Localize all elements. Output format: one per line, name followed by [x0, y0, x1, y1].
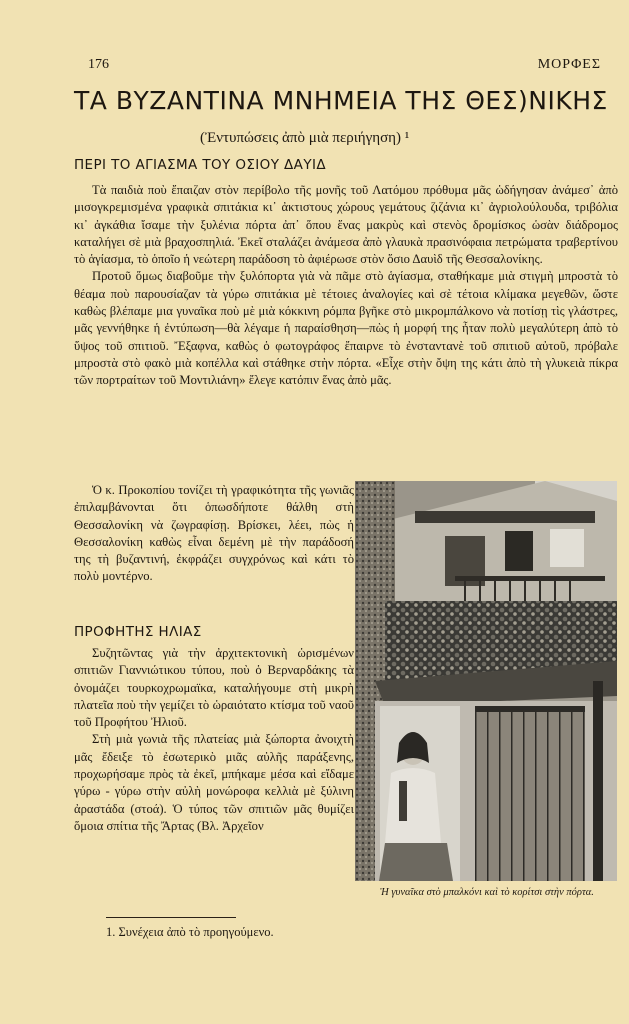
section-heading-agiasma: ΠΕΡΙ ΤΟ ΑΓΙΑΣΜΑ ΤΟΥ ΟΣΙΟΥ ΔΑΥΙΔ: [74, 157, 326, 173]
photo-caption: Ἡ γυναῖκα στὸ μπαλκόνι καὶ τὸ κορίτσι στὴν πόρτα.: [380, 887, 594, 898]
page-number: 176: [88, 57, 109, 72]
intro-text-block: [74, 182, 618, 390]
column-text-block: [74, 482, 354, 586]
paragraph: Στὴ μιὰ γωνιὰ τῆς πλατείας μιὰ ξώπορτα ἀνοιχτὴ μᾶς ἔδειξε τὸ ἐσωτερικὸ μιᾶς αὐλῆς παράξενης, προχωρήσαμε πρὸς τὰ ἐκεῖ, μπήκαμε μέσα καὶ εἴδαμε γύρω - γύρω στὴν αὐλὴ μονώροφα κελλιὰ μὲ ξύλινη ἀραστάδα (στοά). Ὁ τύπος τῶν σπιτιῶν μᾶς θυμίζει ὅμοια σπίτια τῆς Ἄρτας (Βλ. Ἀρχεῖον: [74, 732, 354, 833]
paragraph: Ὁ κ. Προκοπίου τονίζει τὴ γραφικότητα τῆς γωνιᾶς ἐπιλαμβάνονται ὅτι ὁπωσδήποτε θάλθη στὴ Θεσσαλονίκη νὰ ζωγραφίσῃ. Βρίσκει, λέει, πὼς ἡ Θεσσαλονίκη καθὼς εἶναι δεμένη μὲ τὴν παράδοσή της τὴ βυζαντινή, ἐκφράζει συγχρόνως καὶ κάτι τὸ πολὺ μοντέρνο.: [74, 483, 354, 584]
article-title: ΤΑ ΒΥΖΑΝΤΙΝΑ ΜΝΗΜΕΙΑ ΤΗΣ ΘΕΣ)ΝΙΚΗΣ: [74, 86, 608, 115]
footnote-divider: [106, 917, 236, 918]
article-subtitle: (Ἐντυπώσεις ἀπὸ μιὰ περιήγηση) ¹: [200, 130, 410, 146]
photograph-house-and-girl: [355, 481, 617, 881]
section-heading-profitis-ilias: ΠΡΟΦΗΤΗΣ ΗΛΙΑΣ: [74, 624, 202, 640]
paragraph: Συζητῶντας γιὰ τὴν ἀρχιτεκτονικὴ ὡρισμένων σπιτιῶν Γιαννιώτικου τύπου, ποὺ ὁ Βερναρδάκης τὰ ὀνομάζει τουρκοχρωμαϊκα, καταλήγουμε στὴ μικρὴ πλατεῖα ποὺ τὴν γεμίζει τὸ ὡραιότατο κτίσμα τοῦ ναοῦ τοῦ Προφήτου Ἠλιοῦ.: [74, 646, 354, 730]
footnote: 1. Συνέχεια ἀπὸ τὸ προηγούμενο.: [106, 925, 274, 939]
running-title: ΜΟΡΦΕΣ: [537, 57, 601, 72]
paragraph: Τὰ παιδιὰ ποὺ ἔπαιζαν στὸν περίβολο τῆς μονῆς τοῦ Λατόμου πρόθυμα μᾶς ὡδήγησαν ἀνάμεσ᾽ ἀπὸ μισογκρεμισμένα γραφικὰ σπιτάκια κι᾽ ἀκτιστους χώρους γεμάτους ζιζάνια κι᾽ ἀγριολούλουδα, τριβόλια κι᾽ ἀγκάθια ἴσαμε τὴν ξυλένια πόρτα ἀπ᾽ ὅπου ἕνας μακρὺς καὶ στενὸς δρομίσκος ὡσὰν διάδρομος καταλήγει σὲ μιὰ βραχοσπηλιά. Ἐκεῖ σταλάζει ἀνάμεσα ἀπὸ γλαυκὰ πρασινόφαια πετρώματα τραβερτίνου τὸ ἁγίασμα, τὸ ὁποῖο ἡ νεώτερη παράδοση τὸ ἀφιέρωσε στὸν ὅσιο Δαυὶδ τῆς Θεσσαλονίκης.: [74, 183, 618, 267]
paragraph: Προτοῦ ὅμως διαβοῦμε τὴν ξυλόπορτα γιὰ νὰ πᾶμε στὸ ἁγίασμα, σταθήκαμε μιὰ στιγμὴ μπροστὰ τὸ θέαμα ποὺ παρουσίαζαν τὰ γύρω σπιτάκια μὲ τέτοιες ἀναλογίες καὶ σὲ τέτοια κλίμακα μεγεθῶν, ὥστε καθὼς βλέπαμε μια γυναῖκα ποὺ μὲ μιὰ κόκκινη ρόμπα βγῆκε στὸ μικρομπάλκονο νὰ ποτίσῃ τὶς γλάστρες, μᾶς γεννήθηκε ἡ ἐντύπωση—θὰ λέγαμε ἡ παραίσθηση—πὼς ἡ μορφή της ἦταν πολὺ μεγαλύτερη ἀπὸ τὸ ὕψος τοῦ σπιτιοῦ. Ἔξαφνα, καθὼς ὁ φωτογράφος ἔπαιρνε τὸ ἐνσταντανὲ τοῦ σπιτιοῦ αὐτοῦ, πρόβαλε μπροστὰ στὸ φακὸ μιὰ κοπέλλα καὶ στάθηκε στὴν πόρτα. «Εἶχε στὴν ὄψη της κάτι ἀπὸ τὴ γλυκειὰ πίκρα τῶν πορτραίτων τοῦ Μοντιλιάνη» ἔλεγε κατόπιν ἕνας ἀπὸ μᾶς.: [74, 269, 618, 388]
column-text-block: [74, 645, 354, 835]
